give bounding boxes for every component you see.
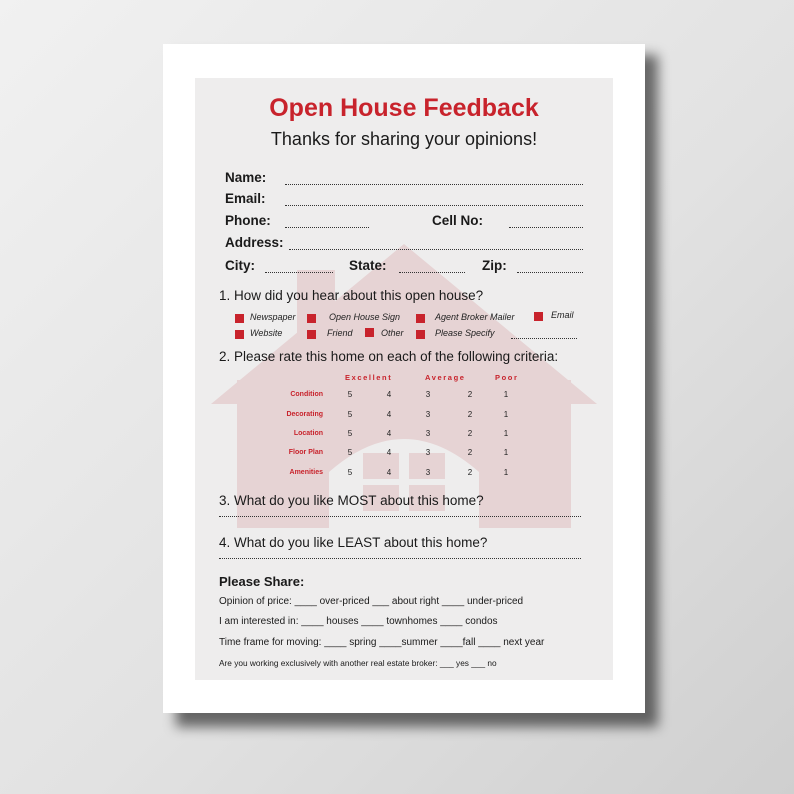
checkbox-other[interactable] [365,328,374,337]
phone-field[interactable] [285,227,369,228]
form-title: Open House Feedback [269,94,539,122]
option-please-specify: Please Specify [435,328,495,338]
scale-excellent: Excellent [345,373,393,382]
zip-label: Zip: [482,258,507,273]
checkbox-newspaper[interactable] [235,314,244,323]
state-label: State: [349,258,387,273]
scale-average: Average [425,373,466,382]
option-open-house-sign: Open House Sign [329,312,401,322]
score-2[interactable]: 2 [467,448,473,457]
score-5[interactable]: 5 [347,429,353,438]
house-watermark-icon [195,78,613,680]
option-friend: Friend [327,328,353,338]
q4-text: 4. What do you like LEAST about this home? [219,535,488,550]
address-field[interactable] [289,249,583,250]
option-website: Website [250,328,283,338]
zip-field[interactable] [517,272,583,273]
address-label: Address: [225,235,284,250]
score-4[interactable]: 4 [386,448,392,457]
score-3[interactable]: 3 [425,468,431,477]
score-2[interactable]: 2 [467,429,473,438]
checkbox-agent-broker-mailer[interactable] [416,314,425,323]
score-1[interactable]: 1 [503,468,509,477]
score-1[interactable]: 1 [503,429,509,438]
criterion-label: Decorating [286,411,323,418]
score-3[interactable]: 3 [425,448,431,457]
form-panel [195,78,613,680]
share-interested-in[interactable]: I am interested in: ____ houses ____ townhomes ____ condos [219,616,498,627]
score-5[interactable]: 5 [347,448,353,457]
share-time-frame[interactable]: Time frame for moving: ____ spring ____summer ____fall ____ next year [219,637,545,648]
score-4[interactable]: 4 [386,390,392,399]
score-5[interactable]: 5 [347,390,353,399]
share-heading: Please Share: [219,574,305,589]
form-subtitle: Thanks for sharing your opinions! [270,129,538,149]
checkbox-please-specify[interactable] [416,330,425,339]
phone-label: Phone: [225,213,271,228]
checkbox-friend[interactable] [307,330,316,339]
city-label: City: [225,258,255,273]
score-1[interactable]: 1 [503,390,509,399]
option-newspaper: Newspaper [250,312,296,322]
criterion-label: Floor Plan [288,449,323,456]
score-2[interactable]: 2 [467,390,473,399]
cell-label: Cell No: [432,213,484,228]
score-4[interactable]: 4 [386,468,392,477]
name-field[interactable] [285,184,583,185]
option-other: Other [381,328,404,338]
score-1[interactable]: 1 [503,448,509,457]
specify-field[interactable] [511,338,577,339]
score-3[interactable]: 3 [425,390,431,399]
q4-answer-field[interactable] [219,558,581,559]
checkbox-email[interactable] [534,312,543,321]
score-3[interactable]: 3 [425,410,431,419]
q3-text: 3. What do you like MOST about this home? [219,493,484,508]
score-5[interactable]: 5 [347,468,353,477]
criterion-label: Condition [290,391,323,398]
option-agent-broker-mailer: Agent Broker Mailer [435,312,515,322]
q2-text: 2. Please rate this home on each of the following criteria: [219,349,559,364]
option-email: Email [551,310,574,320]
q3-answer-field[interactable] [219,516,581,517]
cell-field[interactable] [509,227,583,228]
city-field[interactable] [265,272,333,273]
scale-poor: Poor [495,373,519,382]
criterion-label: Location [293,430,323,437]
feedback-sheet [163,44,645,713]
score-5[interactable]: 5 [347,410,353,419]
score-3[interactable]: 3 [425,429,431,438]
share-price-opinion[interactable]: Opinion of price: ____ over-priced ___ about right ____ under-priced [219,596,524,607]
score-4[interactable]: 4 [386,429,392,438]
checkbox-website[interactable] [235,330,244,339]
share-broker-question[interactable]: Are you working exclusively with another real estate broker: ___ yes ___ no [219,658,497,668]
email-field[interactable] [285,205,583,206]
score-2[interactable]: 2 [467,468,473,477]
state-field[interactable] [399,272,465,273]
criterion-label: Amenities [289,469,323,476]
checkbox-open-house-sign[interactable] [307,314,316,323]
score-2[interactable]: 2 [467,410,473,419]
name-label: Name: [225,170,267,185]
score-1[interactable]: 1 [503,410,509,419]
q1-text: 1. How did you hear about this open house? [219,288,484,303]
score-4[interactable]: 4 [386,410,392,419]
email-label: Email: [225,191,266,206]
